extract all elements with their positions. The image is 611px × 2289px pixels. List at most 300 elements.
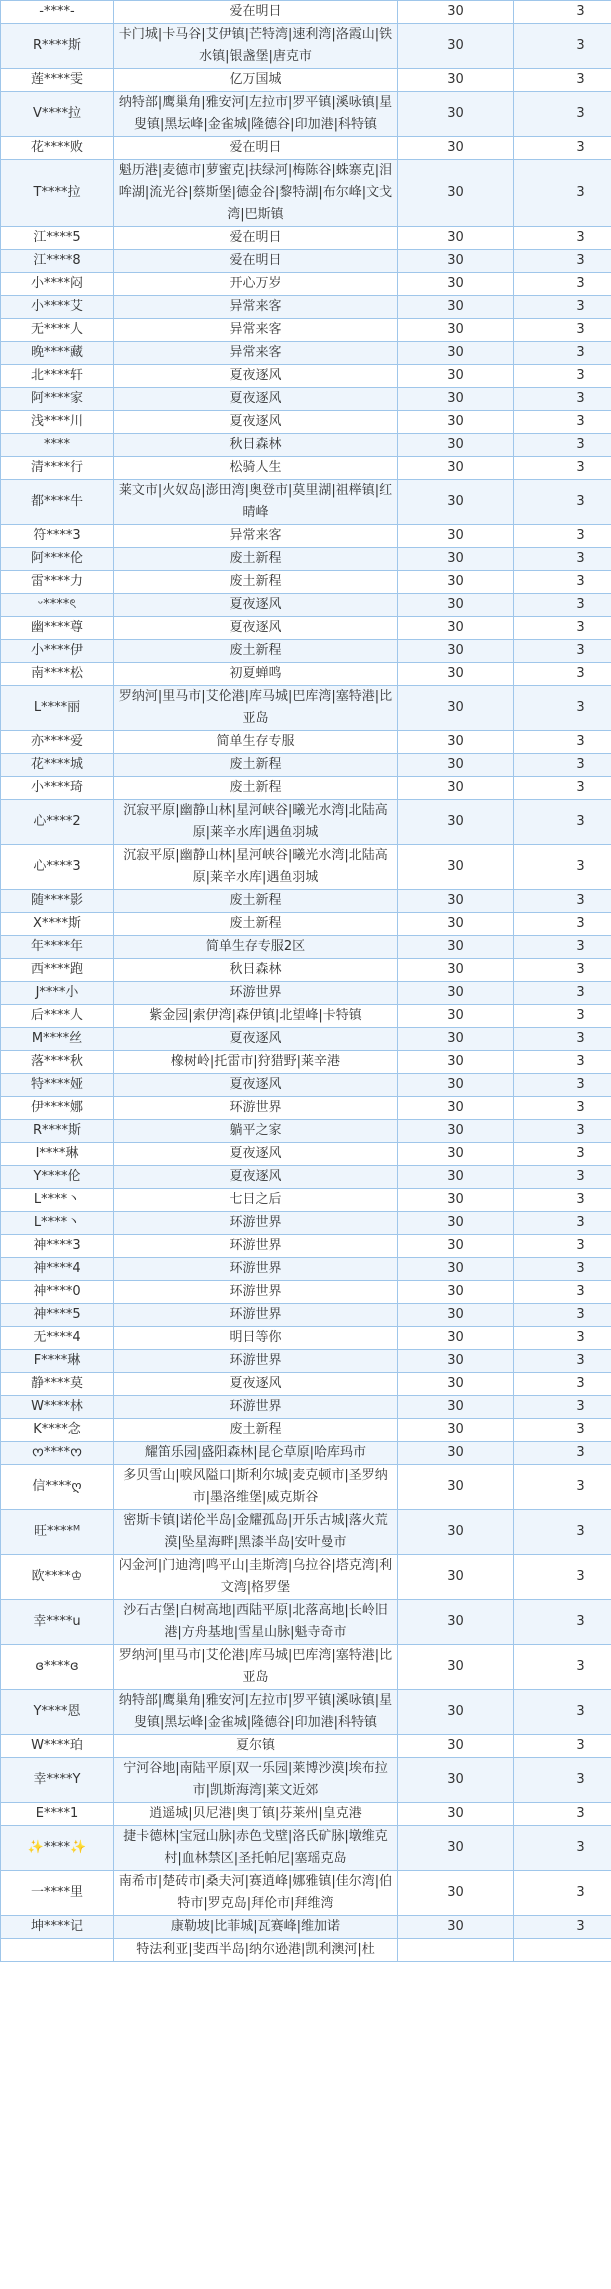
table-row: [1, 1826, 611, 1871]
table-row: [1, 1758, 611, 1803]
value-30-cell: 30: [398, 69, 514, 92]
server-list-cell: 夏夜逐风: [114, 594, 398, 617]
value-30-cell: 30: [398, 1758, 514, 1803]
table-row: [1, 1, 611, 24]
value-3-cell: 3: [514, 1442, 611, 1465]
table-row: [1, 1916, 611, 1939]
value-3-cell: 3: [514, 800, 611, 845]
value-30-cell: 30: [398, 1373, 514, 1396]
value-3-cell: 3: [514, 92, 611, 137]
table-row: [1, 92, 611, 137]
table-row: [1, 160, 611, 227]
server-list-cell: 夏夜逐风: [114, 365, 398, 388]
username-cell: ᰔ****ᰔ: [1, 1442, 114, 1465]
server-list-cell: 明日等你: [114, 1327, 398, 1350]
value-30-cell: 30: [398, 754, 514, 777]
username-cell: 雷****力: [1, 571, 114, 594]
table-row: [1, 388, 611, 411]
table-row: [1, 1690, 611, 1735]
value-3-cell: 3: [514, 250, 611, 273]
username-cell: Y****恩: [1, 1690, 114, 1735]
value-30-cell: 30: [398, 1871, 514, 1916]
value-30-cell: 30: [398, 273, 514, 296]
value-30-cell: 30: [398, 913, 514, 936]
username-cell: 阿****家: [1, 388, 114, 411]
server-list-cell: 开心万岁: [114, 273, 398, 296]
value-3-cell: 3: [514, 1005, 611, 1028]
value-30-cell: 30: [398, 434, 514, 457]
value-30-cell: 30: [398, 525, 514, 548]
value-3-cell: 3: [514, 1304, 611, 1327]
table-row: [1, 1871, 611, 1916]
username-cell: K****念: [1, 1419, 114, 1442]
table-row: [1, 594, 611, 617]
server-list-cell: 异常来客: [114, 342, 398, 365]
table-row: [1, 273, 611, 296]
server-list-cell: 环游世界: [114, 1235, 398, 1258]
username-cell: 小****伊: [1, 640, 114, 663]
table-row: [1, 571, 611, 594]
username-cell: 心****3: [1, 845, 114, 890]
table-row: [1, 342, 611, 365]
value-30-cell: 30: [398, 777, 514, 800]
server-list-cell: 简单生存专服: [114, 731, 398, 754]
value-30-cell: 30: [398, 1350, 514, 1373]
username-cell: 江****5: [1, 227, 114, 250]
value-3-cell: 3: [514, 137, 611, 160]
server-list-cell: 特法利亚|斐西半岛|纳尔逊港|凯利澳河|杜: [114, 1939, 398, 1962]
server-list-cell: 环游世界: [114, 1212, 398, 1235]
table-row: [1, 982, 611, 1005]
value-30-cell: 30: [398, 1281, 514, 1304]
value-30-cell: 30: [398, 959, 514, 982]
username-cell: W****林: [1, 1396, 114, 1419]
value-30-cell: 30: [398, 1555, 514, 1600]
value-3-cell: 3: [514, 365, 611, 388]
table-row: [1, 525, 611, 548]
value-3-cell: 3: [514, 1166, 611, 1189]
server-list-cell: 环游世界: [114, 1281, 398, 1304]
username-cell: 无****人: [1, 319, 114, 342]
value-3-cell: 3: [514, 890, 611, 913]
value-30-cell: 30: [398, 296, 514, 319]
server-list-cell: 夏夜逐风: [114, 617, 398, 640]
value-3-cell: 3: [514, 1826, 611, 1871]
value-3-cell: 3: [514, 1350, 611, 1373]
value-30-cell: 30: [398, 160, 514, 227]
value-3-cell: 3: [514, 1258, 611, 1281]
username-cell: 符****3: [1, 525, 114, 548]
table-row: [1, 319, 611, 342]
username-cell: 小****闷: [1, 273, 114, 296]
table-row: [1, 1005, 611, 1028]
table-row: [1, 1051, 611, 1074]
value-3-cell: 3: [514, 1281, 611, 1304]
value-30-cell: 30: [398, 1, 514, 24]
server-list-cell: 废土新程: [114, 754, 398, 777]
username-cell: 静****莫: [1, 1373, 114, 1396]
server-list-cell: 宁河谷地|南陆平原|双一乐园|莱博沙漠|埃布拉市|凯斯海湾|莱文近郊: [114, 1758, 398, 1803]
value-3-cell: 3: [514, 388, 611, 411]
username-cell: X****斯: [1, 913, 114, 936]
username-cell: 欧****♔: [1, 1555, 114, 1600]
username-cell: 亦****爱: [1, 731, 114, 754]
value-3-cell: 3: [514, 1419, 611, 1442]
value-30-cell: 30: [398, 1189, 514, 1212]
value-30-cell: 30: [398, 24, 514, 69]
server-list-cell: 夏夜逐风: [114, 1074, 398, 1097]
value-30-cell: 30: [398, 640, 514, 663]
username-cell: 神****5: [1, 1304, 114, 1327]
table-row: [1, 1396, 611, 1419]
value-30-cell: 30: [398, 845, 514, 890]
username-cell: 小****艾: [1, 296, 114, 319]
table-row: [1, 1327, 611, 1350]
value-3-cell: 3: [514, 411, 611, 434]
value-30-cell: 30: [398, 1235, 514, 1258]
username-cell: 浅****川: [1, 411, 114, 434]
server-list-cell: 夏夜逐风: [114, 1143, 398, 1166]
value-30-cell: 30: [398, 1600, 514, 1645]
value-3-cell: 3: [514, 296, 611, 319]
table-row: [1, 1028, 611, 1051]
table-row: [1, 480, 611, 525]
username-cell: 都****牛: [1, 480, 114, 525]
server-list-cell: 爱在明日: [114, 250, 398, 273]
table-row: [1, 1258, 611, 1281]
server-list-cell: 罗纳河|里马市|艾伦港|库马城|巴库湾|塞特港|比亚岛: [114, 686, 398, 731]
table-row: [1, 1350, 611, 1373]
value-3-cell: 3: [514, 1189, 611, 1212]
username-cell: 晚****藏: [1, 342, 114, 365]
server-list-cell: 环游世界: [114, 1396, 398, 1419]
table-row: [1, 959, 611, 982]
server-list-cell: 多贝雪山|唳风隘口|斯利尔城|麦克顿市|圣罗纳市|墨洛维堡|威克斯谷: [114, 1465, 398, 1510]
table-row: [1, 365, 611, 388]
table-row: [1, 69, 611, 92]
table-row: [1, 434, 611, 457]
username-cell: [1, 1939, 114, 1962]
server-list-cell: 环游世界: [114, 982, 398, 1005]
username-cell: 江****8: [1, 250, 114, 273]
username-cell: F****琳: [1, 1350, 114, 1373]
value-30-cell: 30: [398, 1735, 514, 1758]
username-cell: L****丶: [1, 1189, 114, 1212]
table-row: [1, 663, 611, 686]
server-list-cell: 逍遥城|贝尼港|奥丁镇|芬莱州|皇克港: [114, 1803, 398, 1826]
value-30-cell: 30: [398, 594, 514, 617]
table-row: [1, 913, 611, 936]
value-30-cell: 30: [398, 1396, 514, 1419]
value-3-cell: 3: [514, 1120, 611, 1143]
username-cell: 年****年: [1, 936, 114, 959]
value-30-cell: 30: [398, 1212, 514, 1235]
username-cell: E****1: [1, 1803, 114, 1826]
server-list-cell: 松骑人生: [114, 457, 398, 480]
table-row: [1, 548, 611, 571]
value-3-cell: 3: [514, 525, 611, 548]
username-cell: 随****影: [1, 890, 114, 913]
table-row: [1, 137, 611, 160]
table-row: [1, 1735, 611, 1758]
value-30-cell: 30: [398, 1051, 514, 1074]
table-row: [1, 1510, 611, 1555]
value-3-cell: 3: [514, 1690, 611, 1735]
server-list-cell: 初夏蝉鸣: [114, 663, 398, 686]
username-cell: 清****行: [1, 457, 114, 480]
value-3-cell: 3: [514, 434, 611, 457]
username-cell: 阿****伦: [1, 548, 114, 571]
value-3-cell: 3: [514, 845, 611, 890]
value-3-cell: 3: [514, 1373, 611, 1396]
value-3-cell: 3: [514, 617, 611, 640]
value-3-cell: 3: [514, 342, 611, 365]
username-cell: ✨****✨: [1, 1826, 114, 1871]
username-cell: V****拉: [1, 92, 114, 137]
value-3-cell: 3: [514, 1028, 611, 1051]
value-3-cell: 3: [514, 663, 611, 686]
username-cell: R****斯: [1, 1120, 114, 1143]
value-30-cell: 30: [398, 227, 514, 250]
username-cell: T****拉: [1, 160, 114, 227]
value-3-cell: 3: [514, 686, 611, 731]
server-list-cell: 秋日森林: [114, 434, 398, 457]
table-row: [1, 296, 611, 319]
table-row: [1, 845, 611, 890]
username-cell: I****琳: [1, 1143, 114, 1166]
server-list-cell: 夏夜逐风: [114, 411, 398, 434]
table-row: [1, 617, 611, 640]
value-3-cell: 3: [514, 227, 611, 250]
server-list-cell: 夏夜逐风: [114, 388, 398, 411]
username-cell: 幸****u: [1, 1600, 114, 1645]
username-cell: 特****娅: [1, 1074, 114, 1097]
value-30-cell: 30: [398, 800, 514, 845]
value-30-cell: 30: [398, 1916, 514, 1939]
table-row: [1, 1442, 611, 1465]
server-list-cell: 康勒坡|比菲城|瓦赛峰|维加诺: [114, 1916, 398, 1939]
server-list-cell: 异常来客: [114, 296, 398, 319]
server-list-cell: 卡门城|卡马谷|艾伊镇|芒特湾|速利湾|洛霞山|铁水镇|银盏堡|唐克市: [114, 24, 398, 69]
value-30-cell: 30: [398, 1120, 514, 1143]
value-3-cell: 3: [514, 1051, 611, 1074]
username-cell: ᵕ****ৎ: [1, 594, 114, 617]
value-30-cell: 30: [398, 250, 514, 273]
value-30-cell: 30: [398, 1258, 514, 1281]
username-cell: 一****里: [1, 1871, 114, 1916]
server-list-cell: 废土新程: [114, 890, 398, 913]
value-3-cell: 3: [514, 640, 611, 663]
server-list-cell: 废土新程: [114, 548, 398, 571]
value-3-cell: 3: [514, 1396, 611, 1419]
table-row: [1, 1803, 611, 1826]
value-30-cell: 30: [398, 1465, 514, 1510]
value-3-cell: 3: [514, 1510, 611, 1555]
server-list-cell: 躺平之家: [114, 1120, 398, 1143]
server-list-cell: 沉寂平原|幽静山林|星河峡谷|曦光水湾|北陆高原|莱辛水库|遇鱼羽城: [114, 845, 398, 890]
server-list-cell: 环游世界: [114, 1304, 398, 1327]
value-30-cell: [398, 1939, 514, 1962]
server-list-cell: 夏夜逐风: [114, 1166, 398, 1189]
value-30-cell: 30: [398, 1645, 514, 1690]
server-list-cell: 废土新程: [114, 777, 398, 800]
value-3-cell: 3: [514, 1, 611, 24]
value-30-cell: 30: [398, 663, 514, 686]
table-row: [1, 1373, 611, 1396]
table-row: [1, 777, 611, 800]
value-3-cell: 3: [514, 1465, 611, 1510]
value-3-cell: 3: [514, 1735, 611, 1758]
value-3-cell: 3: [514, 319, 611, 342]
server-list-cell: 异常来客: [114, 525, 398, 548]
value-30-cell: 30: [398, 1510, 514, 1555]
table-row: [1, 800, 611, 845]
server-list-cell: 秋日森林: [114, 959, 398, 982]
value-30-cell: 30: [398, 1166, 514, 1189]
value-30-cell: 30: [398, 365, 514, 388]
server-list-cell: 闪金河|门迪湾|鸣平山|圭斯湾|乌拉谷|塔克湾|利文湾|格罗堡: [114, 1555, 398, 1600]
value-30-cell: 30: [398, 982, 514, 1005]
username-cell: -****-: [1, 1, 114, 24]
username-cell: L****丶: [1, 1212, 114, 1235]
value-3-cell: 3: [514, 1327, 611, 1350]
username-cell: J****小: [1, 982, 114, 1005]
value-3-cell: 3: [514, 1916, 611, 1939]
table-row: [1, 1166, 611, 1189]
server-list-cell: 捷卡德林|宝冠山脉|赤色戈壁|洛氏矿脉|墩维克村|血林禁区|圣托帕尼|塞瑶克岛: [114, 1826, 398, 1871]
server-list-cell: 废土新程: [114, 571, 398, 594]
server-list-cell: 爱在明日: [114, 137, 398, 160]
username-cell: 花****城: [1, 754, 114, 777]
server-list-cell: 耀笛乐园|盛阳森林|昆仑草原|哈库玛市: [114, 1442, 398, 1465]
value-3-cell: 3: [514, 1871, 611, 1916]
value-3-cell: 3: [514, 982, 611, 1005]
server-list-cell: 亿万国城: [114, 69, 398, 92]
server-list-cell: 爱在明日: [114, 227, 398, 250]
username-cell: 旺****ᴹ: [1, 1510, 114, 1555]
table-row: [1, 686, 611, 731]
server-list-cell: 废土新程: [114, 640, 398, 663]
value-30-cell: 30: [398, 1442, 514, 1465]
table-row: [1, 227, 611, 250]
value-3-cell: 3: [514, 754, 611, 777]
value-3-cell: 3: [514, 160, 611, 227]
username-cell: 幽****尊: [1, 617, 114, 640]
username-cell: 伊****娜: [1, 1097, 114, 1120]
table-row: [1, 1939, 611, 1962]
value-3-cell: 3: [514, 959, 611, 982]
record-table-body: [1, 1, 611, 1962]
username-cell: 南****松: [1, 663, 114, 686]
username-cell: 神****0: [1, 1281, 114, 1304]
value-30-cell: 30: [398, 548, 514, 571]
server-list-cell: 纳特部|鹰巢角|雅安河|左拉市|罗平镇|溪咏镇|星叟镇|黑坛峰|金雀城|隆德谷|印加港|科特镇: [114, 92, 398, 137]
table-row: [1, 1645, 611, 1690]
username-cell: R****斯: [1, 24, 114, 69]
value-3-cell: 3: [514, 1235, 611, 1258]
server-list-cell: 环游世界: [114, 1097, 398, 1120]
server-list-cell: 橡树岭|托雷市|狩猎野|莱辛港: [114, 1051, 398, 1074]
table-row: [1, 1555, 611, 1600]
value-30-cell: 30: [398, 1097, 514, 1120]
table-row: [1, 24, 611, 69]
server-list-cell: 纳特部|鹰巢角|雅安河|左拉市|罗平镇|溪咏镇|星叟镇|黑坛峰|金雀城|隆德谷|印加港|科特镇: [114, 1690, 398, 1735]
username-cell: 小****琦: [1, 777, 114, 800]
server-list-cell: 爱在明日: [114, 1, 398, 24]
username-cell: W****珀: [1, 1735, 114, 1758]
value-3-cell: 3: [514, 1555, 611, 1600]
server-list-cell: 魁历港|麦德市|萝蜜克|扶绿河|梅陈谷|蛛寨克|泪哞湖|流光谷|蔡斯堡|德金谷|黎特湖|布尔峰|文戈湾|巴斯镇: [114, 160, 398, 227]
server-list-cell: 沉寂平原|幽静山林|星河峡谷|曦光水湾|北陆高原|莱辛水库|遇鱼羽城: [114, 800, 398, 845]
table-row: [1, 411, 611, 434]
value-3-cell: 3: [514, 1803, 611, 1826]
value-3-cell: 3: [514, 1074, 611, 1097]
value-30-cell: 30: [398, 457, 514, 480]
table-row: [1, 731, 611, 754]
table-row: [1, 754, 611, 777]
table-row: [1, 640, 611, 663]
server-list-cell: 南希市|楚砖市|桑夫河|赛逍峰|娜雅镇|佳尔湾|伯特市|罗克岛|拜伦市|拜维湾: [114, 1871, 398, 1916]
value-30-cell: 30: [398, 480, 514, 525]
table-row: [1, 250, 611, 273]
value-30-cell: 30: [398, 1143, 514, 1166]
server-list-cell: 环游世界: [114, 1350, 398, 1373]
value-3-cell: 3: [514, 457, 611, 480]
value-3-cell: 3: [514, 936, 611, 959]
table-row: [1, 1097, 611, 1120]
username-cell: 后****人: [1, 1005, 114, 1028]
value-30-cell: 30: [398, 1304, 514, 1327]
table-row: [1, 1465, 611, 1510]
server-list-cell: 异常来客: [114, 319, 398, 342]
value-3-cell: 3: [514, 777, 611, 800]
server-list-cell: 紫金园|索伊湾|森伊镇|北望峰|卡特镇: [114, 1005, 398, 1028]
value-30-cell: 30: [398, 1690, 514, 1735]
value-3-cell: 3: [514, 24, 611, 69]
table-row: [1, 890, 611, 913]
value-30-cell: 30: [398, 571, 514, 594]
table-row: [1, 1235, 611, 1258]
username-cell: 花****败: [1, 137, 114, 160]
server-list-cell: 夏尔镇: [114, 1735, 398, 1758]
value-3-cell: [514, 1939, 611, 1962]
username-cell: 信****ღ: [1, 1465, 114, 1510]
server-list-cell: 环游世界: [114, 1258, 398, 1281]
username-cell: 心****2: [1, 800, 114, 845]
value-30-cell: 30: [398, 1005, 514, 1028]
table-row: [1, 1600, 611, 1645]
value-30-cell: 30: [398, 1826, 514, 1871]
value-30-cell: 30: [398, 1074, 514, 1097]
value-30-cell: 30: [398, 388, 514, 411]
value-3-cell: 3: [514, 913, 611, 936]
value-3-cell: 3: [514, 1645, 611, 1690]
value-30-cell: 30: [398, 1028, 514, 1051]
username-cell: 落****秋: [1, 1051, 114, 1074]
server-list-cell: 沙石古堡|白树高地|西陆平原|北落高地|长岭旧港|方舟基地|雪星山脉|魁寺奇市: [114, 1600, 398, 1645]
value-30-cell: 30: [398, 319, 514, 342]
server-list-cell: 莱文市|火奴岛|澎田湾|奥登市|莫里湖|祖榉镇|红晴峰: [114, 480, 398, 525]
value-3-cell: 3: [514, 69, 611, 92]
value-3-cell: 3: [514, 548, 611, 571]
table-row: [1, 457, 611, 480]
server-list-cell: 罗纳河|里马市|艾伦港|库马城|巴库湾|塞特港|比亚岛: [114, 1645, 398, 1690]
server-list-cell: 夏夜逐风: [114, 1028, 398, 1051]
server-list-cell: 七日之后: [114, 1189, 398, 1212]
username-cell: Y****伦: [1, 1166, 114, 1189]
username-cell: 无****4: [1, 1327, 114, 1350]
username-cell: 西****跑: [1, 959, 114, 982]
